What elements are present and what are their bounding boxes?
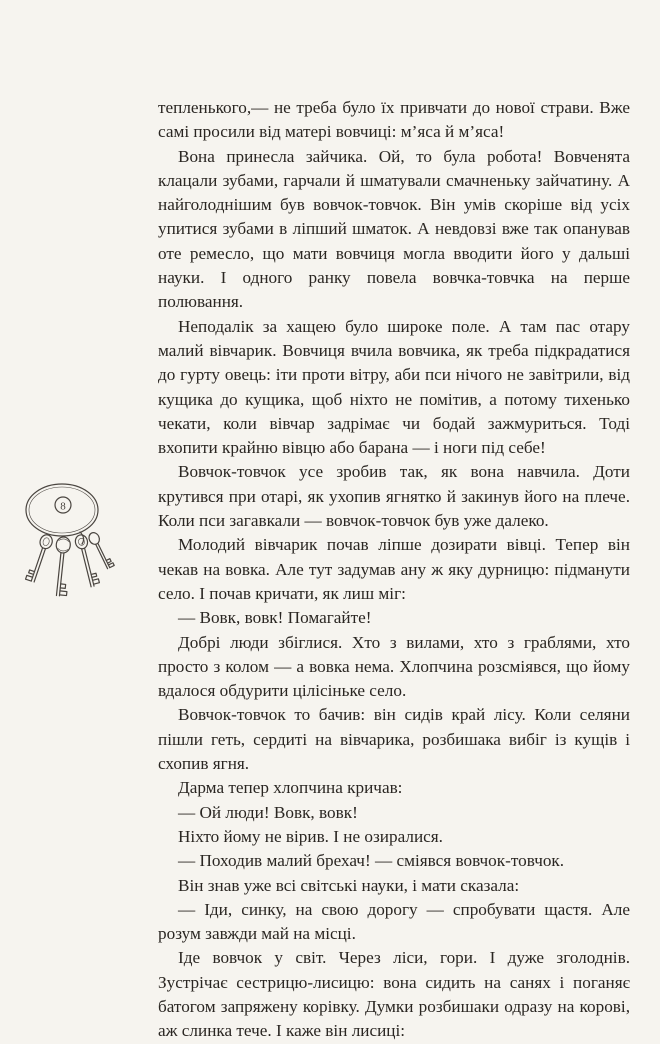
page-number: 8 — [60, 500, 66, 513]
story-paragraph: Неподалік за хащею було широке поле. А там пас отару малий вівчарик. Вовчиця вчила вовчика, як треба підкрадатися до гурту овець: іти проти вітру, аби пси нічого не завітрили, від кущика до кущика, щоб ніхто не помітив, а потому тихенько чекати, коли вівчар задрімає чи бодай зажмуриться. Тоді вхопити крайню вівцю або барана — і ноги під себе! — [158, 316, 630, 458]
story-paragraph: — Походив малий брехач! — сміявся вовчок-товчок. — [178, 851, 565, 871]
story-paragraph: — Ой люди! Вовк, вовк! — [178, 802, 358, 822]
story-paragraph: Добрі люди збіглися. Хто з вилами, хто з граблями, хто просто з колом — а вовка нема. Хлопчина розсміявся, що йому вдалося обдурити цілісіньке село. — [158, 632, 630, 701]
story-paragraph: Дарма тепер хлопчина кричав: — [178, 778, 403, 798]
story-paragraph: Вовчок-товчок то бачив: він сидів край лісу. Коли селяни пішли геть, сердиті на вівчарика, розбишака вибіг із кущів і схопив ягня. — [158, 705, 630, 774]
story-paragraph: — Іди, синку, на свою дорогу — спробувати щастя. Але розум завжди май на місці. — [158, 899, 630, 944]
story-paragraph: Ніхто йому не вірив. І не озиралися. — [178, 826, 443, 846]
story-paragraph: Вовчок-товчок усе зробив так, як вона навчила. Доти крутився при отарі, як ухопив ягнятко й закинув його на плече. Коли пси загавкали — вовчок-товчок був уже далеко. — [158, 462, 630, 531]
story-paragraph: Вона принесла зайчика. Ой, то була робота! Вовченята клацали зубами, гарчали й шматували смачненьку зайчатину. А найголоднішим був вовчок-товчок. Він умів скоріше від усіх упитися зубами в ліпший шматок. А невдовзі вже так опанував оте ремесло, що мати вовчиця могла вводити його у дальші науки. І одного ранку повела вовчка-товчка на перше полювання. — [158, 146, 630, 312]
ring-of-keys-illustration — [20, 480, 140, 630]
story-paragraph: Він знав уже всі світські науки, і мати сказала: — [178, 875, 520, 895]
story-paragraph: — Вовк, вовк! Помагайте! — [178, 608, 372, 628]
story-paragraph: Іде вовчок у світ. Через ліси, гори. І дуже зголоднів. Зустрічає сестрицю-лисицю: вона сидить на санях і поганяє батогом запряжену корівку. Думки розбишаки одразу на корові, аж слинка тече. І каже він лисиці: — [158, 948, 630, 1041]
story-paragraph: тепленького,— не треба було їх привчати до нової страви. Вже самі просили від матері вовчиці: м’яса й м’яса! — [158, 98, 630, 142]
story-text — [158, 96, 630, 1044]
story-paragraph: Молодий вівчарик почав ліпше дозирати вівці. Тепер він чекав на вовка. Але тут задумав ану ж яку дурницю: підманути село. І почав кричати, як лиш міг: — [158, 535, 630, 603]
